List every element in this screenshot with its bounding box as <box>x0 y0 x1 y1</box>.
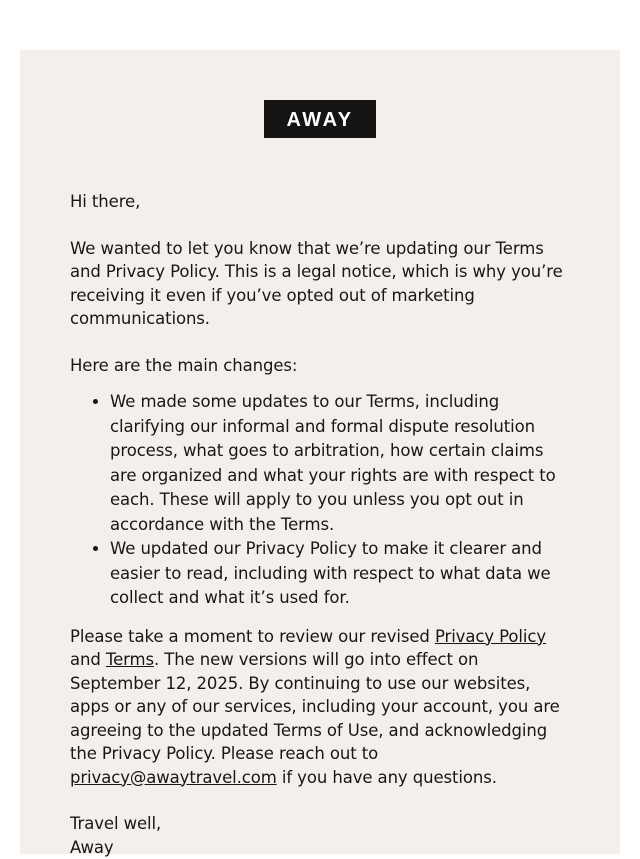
email-card <box>20 50 620 854</box>
intro-paragraph: We wanted to let you know that we’re updating our Terms and Privacy Policy. This is a legal notice, which is why you’re receiving it even if you’ve opted out of marketing communications. <box>70 237 570 331</box>
away-logo[interactable] <box>264 100 376 138</box>
signature: Away <box>70 836 570 859</box>
greeting: Hi there, <box>70 190 570 214</box>
review-middle: . The new versions will go into effect on September 12, 2025. By continuing to use our websites, apps or any of our services, including your account, you are agreeing to the updated Terms of Use, and acknowledging the Privacy Policy. Please reach out to <box>70 650 560 763</box>
privacy-policy-link[interactable]: Privacy Policy <box>435 627 546 646</box>
review-and: and <box>70 650 106 669</box>
terms-link[interactable]: Terms <box>106 650 154 669</box>
changes-list <box>70 390 570 611</box>
signoff: Travel well, <box>70 812 570 836</box>
changes-heading: Here are the main changes: <box>70 354 570 378</box>
away-logo-mark <box>264 100 376 138</box>
review-paragraph <box>70 625 570 790</box>
review-prefix: Please take a moment to review our revised <box>70 627 435 646</box>
email-body <box>70 190 570 859</box>
list-item: • We made some updates to our Terms, including clarifying our informal and formal dispute resolution process, what goes to arbitration, how certain claims are organized and what your rights are with respect to each. These will apply to you unless you opt out in accordance with the Terms. <box>110 390 570 537</box>
logo-container <box>70 100 570 138</box>
list-item: • We updated our Privacy Policy to make it clearer and easier to read, including with respect to what data we collect and what it’s used for. <box>110 537 570 611</box>
privacy-email-link[interactable]: privacy@awaytravel.com <box>70 768 277 787</box>
review-suffix: if you have any questions. <box>277 768 497 787</box>
logo-text: AWAY <box>286 109 353 131</box>
